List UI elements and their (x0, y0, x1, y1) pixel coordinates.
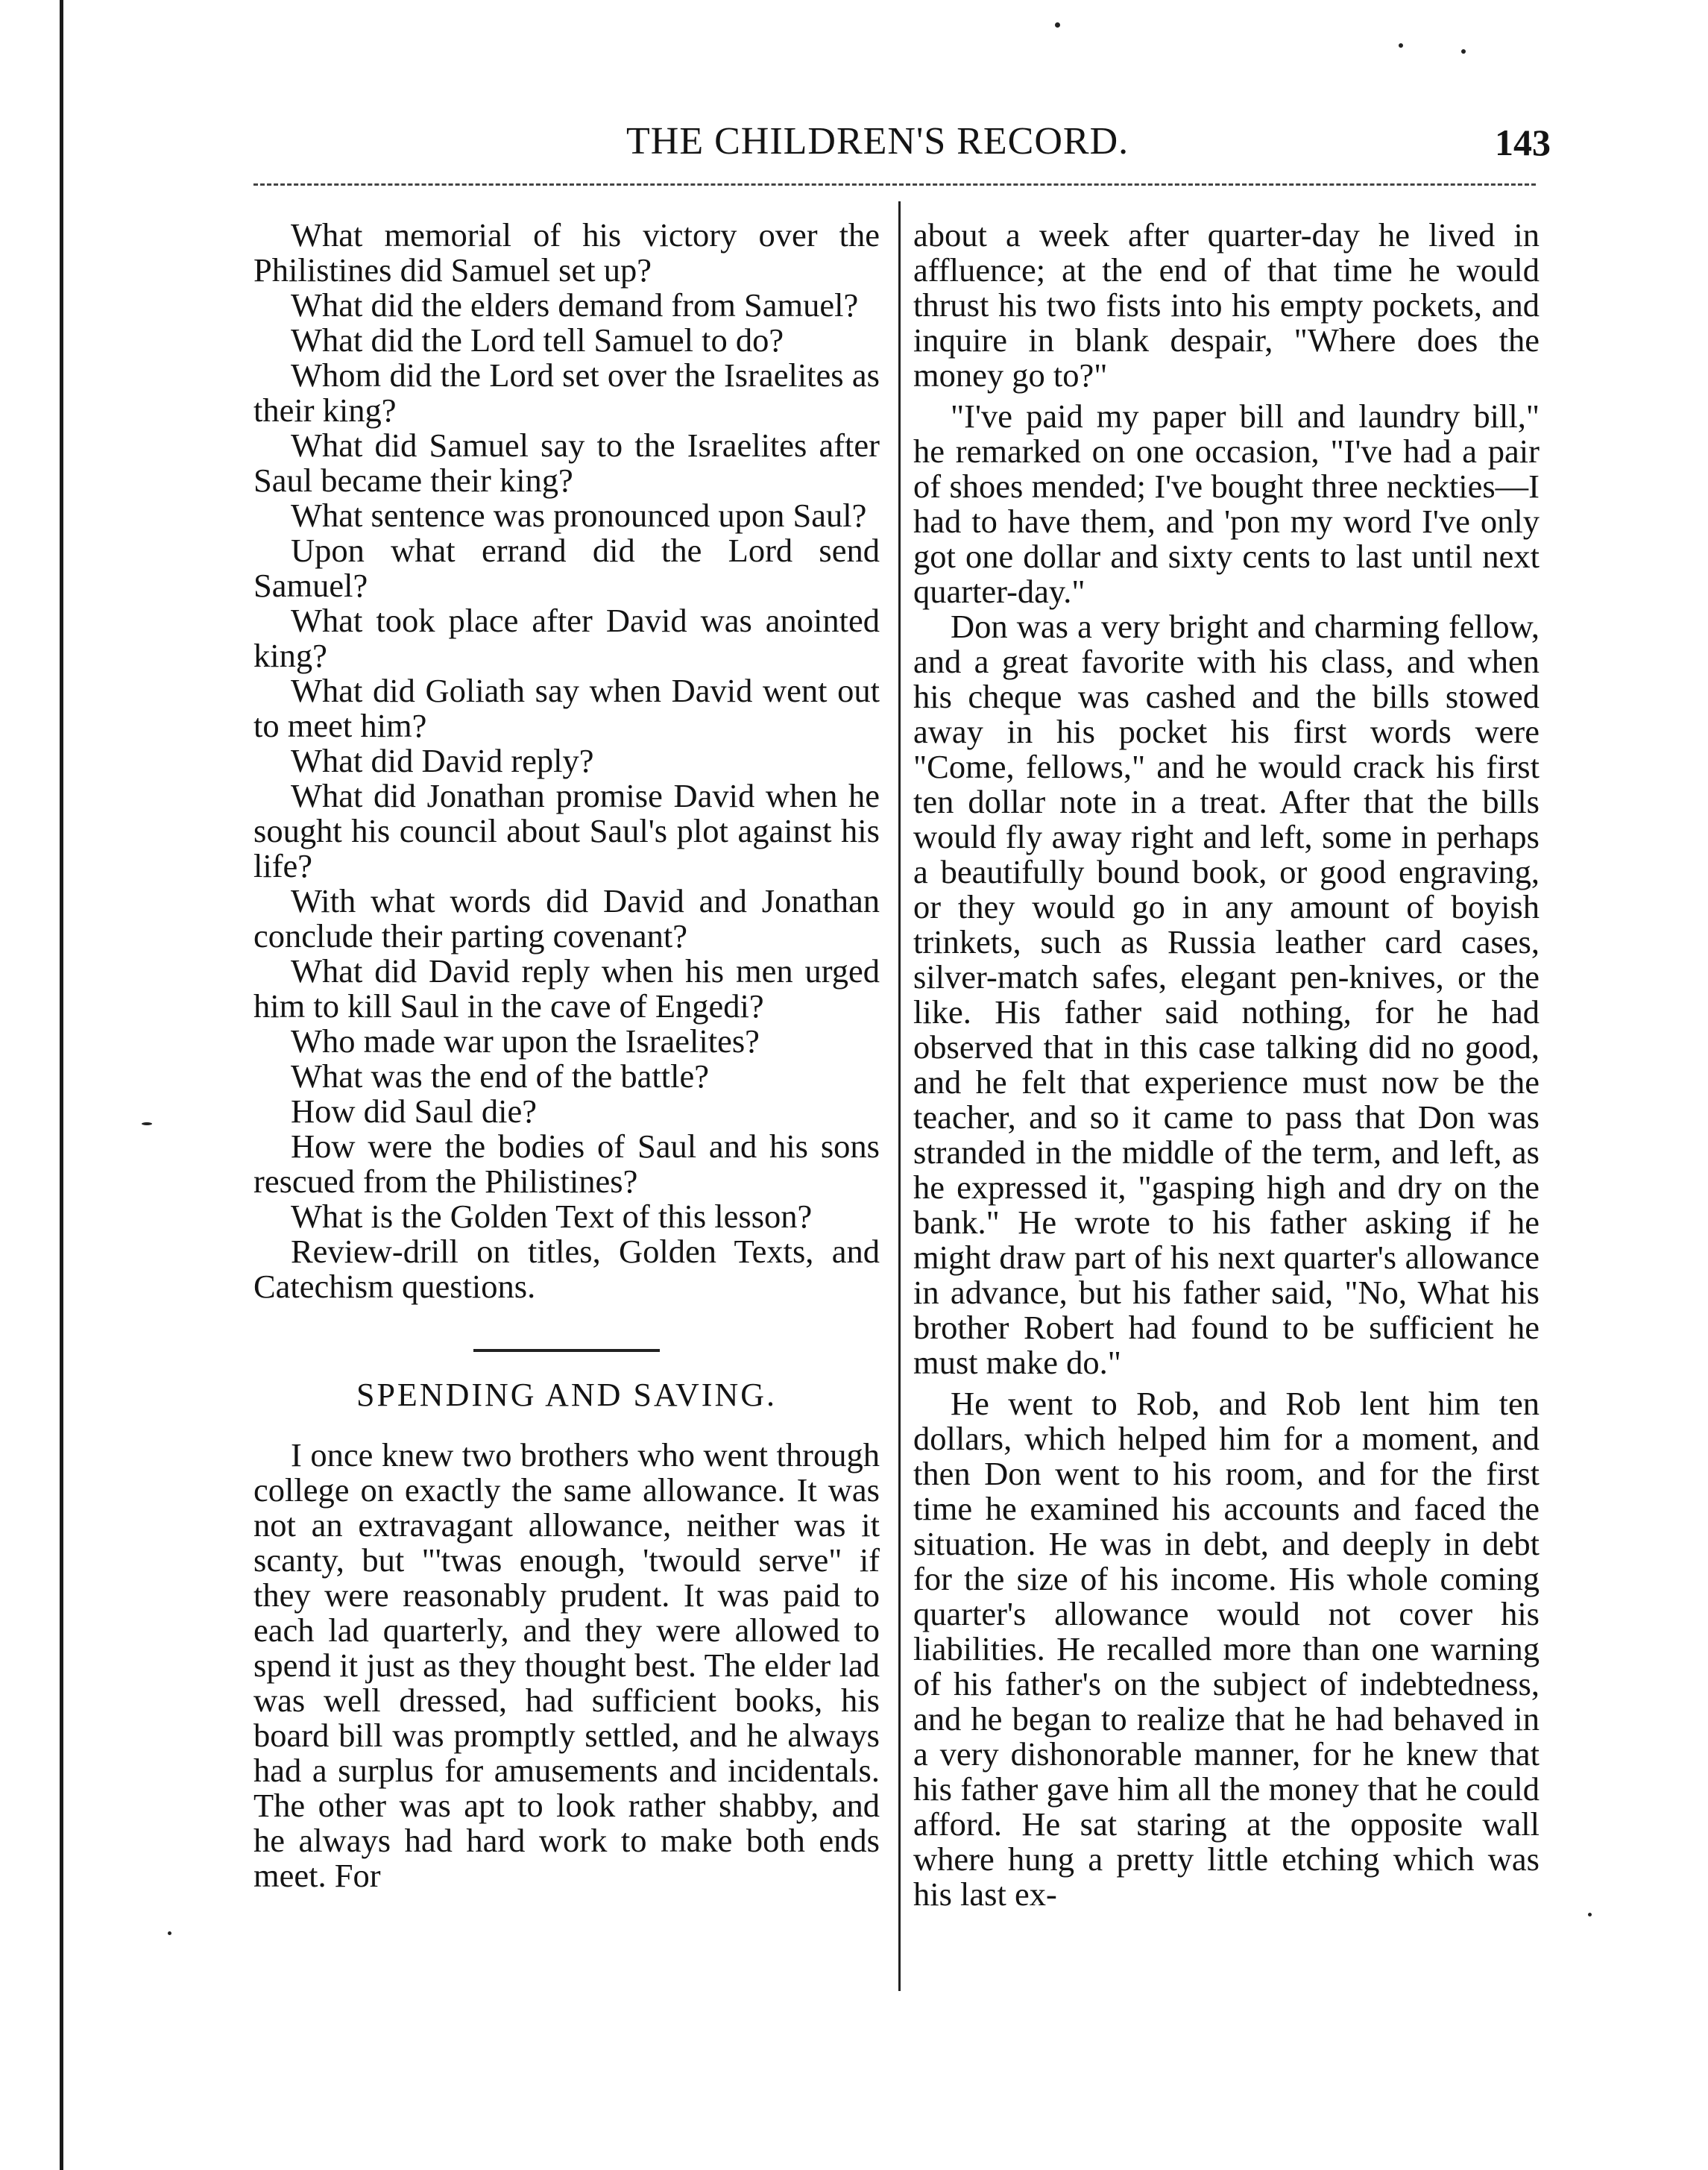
article-paragraph: I once knew two brothers who went through college on exactly the same allowance. It was not an extravagant allowance, neither was it scanty, but "'twas enough, 'twould serve" if they were reasonably prudent. It was paid to each lad quarterly, and they were allowed to spend it just as they thought best. The elder lad was well dressed, had sufficient books, his board bill was promptly settled, and he always had a surplus for amusements and incidentals. The other was apt to look rather shabby, and he always had hard work to make both ends meet. For (253, 1436, 880, 1894)
article-paragraph: "I've paid my paper bill and laundry bill," he remarked on one occasion, "I've had a pair of shoes mended; I've bought three neckties—I had to have them, and 'pon my word I've only got one dollar and sixty cents to last until next quarter-day." (913, 397, 1540, 610)
running-title: THE CHILDREN'S RECORD. (626, 120, 1129, 163)
lesson-question: What took place after David was anointed king? (253, 602, 880, 674)
print-speck (1399, 43, 1403, 48)
lesson-question: What did Jonathan promise David when he sought his council about Saul's plot against his life? (253, 777, 880, 884)
print-speck (1461, 49, 1466, 54)
article-paragraph: Don was a very bright and charming fellow, and a great favorite with his class, and when his cheque was cashed and the bills stowed away in his pocket his first words were "Come, fellows," and he would crack his first ten dollar note in a treat. After that the bills would fly away right and left, some in perhaps a beautifully bound book, or good engraving, or they would go in any amount of boyish trinkets, such as Russia leather card cases, silver-match safes, elegant pen-knives, or the like. His father said nothing, for he had observed that in this case talking did no good, and he felt that experience must now be the teacher, and so it came to pass that Don was stranded in the middle of the term, and left, as he expressed it, "gasping high and dry on the bank." He wrote to his father asking if he might draw part of his next quarter's allowance in advance, but his father said, "No, What his brother Robert had found to be sufficient he must make do." (913, 608, 1540, 1381)
lesson-question: Who made war upon the Israelites? (291, 1022, 760, 1060)
lesson-question: What did the elders demand from Samuel? (291, 286, 859, 324)
lesson-question: What was the end of the battle? (291, 1057, 709, 1095)
print-speck (142, 1122, 152, 1125)
section-divider (473, 1349, 660, 1352)
lesson-question: Whom did the Lord set over the Israelites as their king? (253, 356, 880, 429)
lesson-question: How did Saul die? (291, 1092, 537, 1130)
article-paragraph: about a week after quarter-day he lived in affluence; at the end of that time he would thrust his two fists into his empty pockets, and inquire in blank despair, "Where does the money go to?" (913, 216, 1540, 394)
page-left-border (60, 0, 63, 2170)
lesson-question: With what words did David and Jonathan conclude their parting covenant? (253, 882, 880, 955)
lesson-question: What did David reply when his men urged him to kill Saul in the cave of Engedi? (253, 952, 880, 1025)
lesson-question: What did Samuel say to the Israelites after Saul became their king? (253, 427, 880, 499)
lesson-question: What did the Lord tell Samuel to do? (291, 321, 784, 359)
page-header (253, 119, 1551, 172)
right-column (913, 218, 1540, 1912)
lesson-question: What did David reply? (291, 742, 594, 779)
column-divider (898, 201, 901, 1991)
lesson-question: Upon what errand did the Lord send Samuel? (253, 532, 880, 604)
lesson-question: Review-drill on titles, Golden Texts, and Catechism questions. (253, 1233, 880, 1305)
lesson-question: What did Goliath say when David went out to meet him? (253, 672, 880, 744)
section-heading: SPENDING AND SAVING. (356, 1377, 778, 1413)
print-speck (168, 1931, 171, 1935)
left-column (253, 218, 880, 1893)
header-rule (253, 183, 1536, 186)
print-speck (1588, 1913, 1592, 1916)
lesson-question: What is the Golden Text of this lesson? (291, 1198, 813, 1235)
lesson-question: How were the bodies of Saul and his sons rescued from the Philistines? (253, 1128, 880, 1200)
lesson-question: What sentence was pronounced upon Saul? (291, 497, 867, 534)
lesson-question: What memorial of his victory over the Philistines did Samuel set up? (253, 216, 880, 289)
print-speck (1055, 22, 1060, 28)
article-paragraph: He went to Rob, and Rob lent him ten dollars, which helped him for a moment, and then Don went to his room, and for the first time he examined his accounts and faced the situation. He was in debt, and deeply in debt for the size of his income. His whole coming quarter's allowance would not cover his liabilities. He recalled more than one warning of his father's on the subject of indebtedness, and he began to realize that he had behaved in a very dishonorable manner, for he knew that his father gave him all the money that he could afford. He sat staring at the opposite wall where hung a pretty little etching which was his last ex- (913, 1385, 1540, 1913)
page-number: 143 (1495, 122, 1551, 163)
